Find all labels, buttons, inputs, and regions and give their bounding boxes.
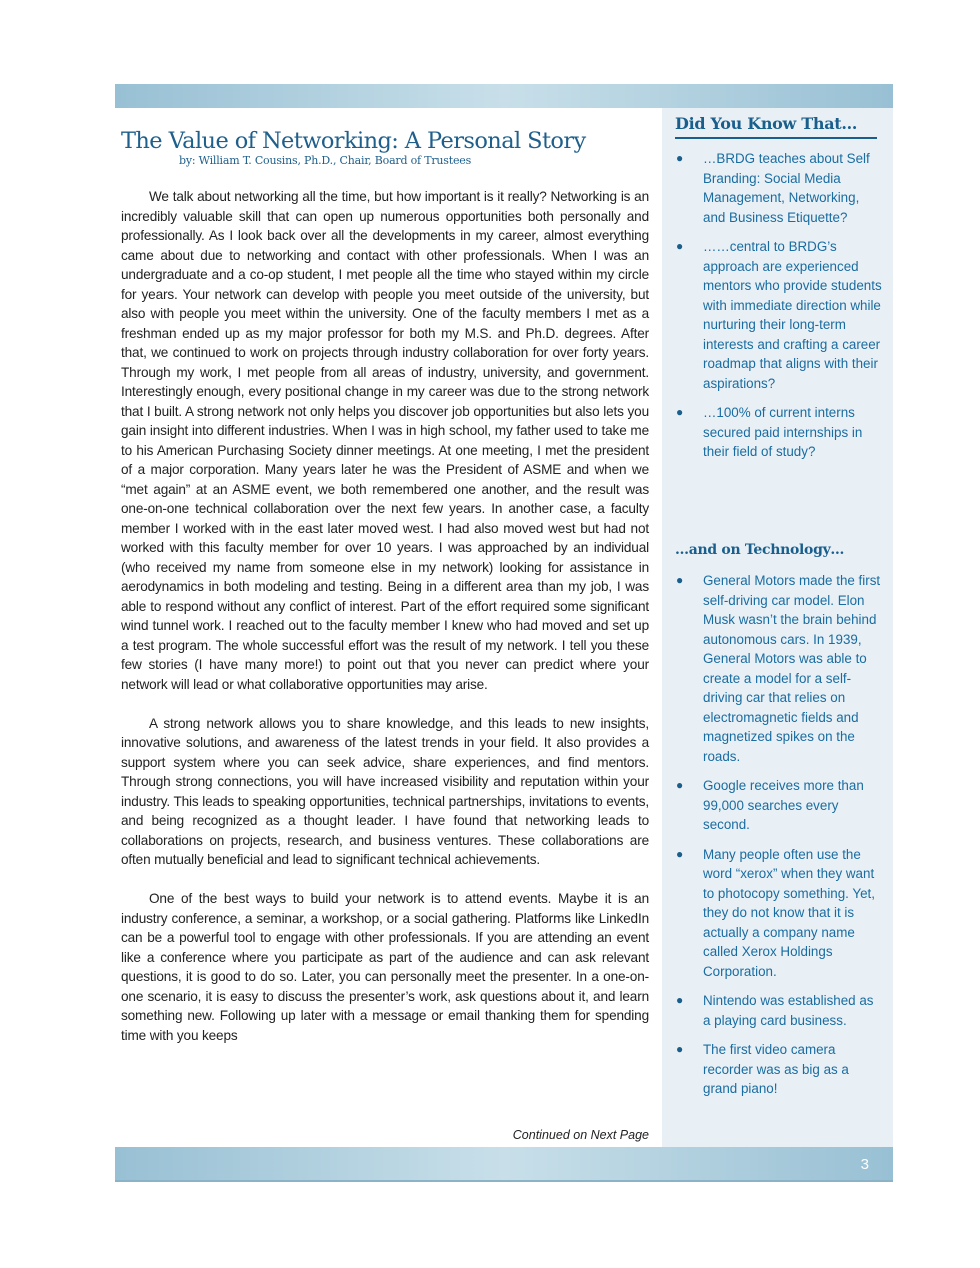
- list-item: ● Nintendo was established as a playing card business.: [676, 993, 874, 1028]
- list-item: ● …100% of current interns secured paid internships in their field of study?: [676, 405, 863, 459]
- sidebar: [662, 108, 893, 1147]
- sidebar-title-technology: …and on Technology…: [675, 542, 845, 558]
- bullet-icon: ●: [676, 151, 684, 165]
- bullet-icon: ●: [676, 846, 684, 861]
- bullet-icon: ●: [676, 993, 684, 1007]
- article-byline: by: William T. Cousins, Ph.D., Chair, Board of Trustees: [179, 154, 472, 167]
- list-item: ● General Motors made the first self-driving car model. Elon Musk wasn’t the brain behind autonomous cars. In 1939, General Motors was able to create a model for a self-driving car that relies on electromagnetic fields and magnetized spikes on the roads.: [676, 573, 881, 764]
- page-number: 3: [860, 1156, 869, 1173]
- bullet-icon: ●: [676, 405, 684, 419]
- list-item: ● Many people often use the word “xerox” when they want to photocopy something. Yet, they do not know that it is actually a company name called Xerox Holdings Corporation.: [676, 846, 875, 979]
- bullet-icon: ●: [676, 778, 684, 792]
- bullet-icon: ●: [676, 1042, 684, 1056]
- technology-list: [672, 571, 884, 1109]
- list-item: ● ……central to BRDG’s approach are experienced mentors who provide students with immediate direction while nurturing their long-term interests and crafting a career roadmap that aligns with their aspirations?: [676, 239, 882, 391]
- list-item: ● The first video camera recorder was as big as a grand piano!: [676, 1042, 849, 1096]
- article-paragraph: We talk about networking all the time, but how important is it really? Networking is an incredibly valuable skill that can open up numerous opportunities both personally and professionally. As I look back over all the developments in my career, almost everything came about due to networking and contact with other professionals. When I was an undergraduate and a co-op student, I met people all the time who stayed within my circle for years. Your network can develop with people you meet outside of the university, but also with people you meet within the university. One of the faculty members I met as a freshman ended up as my major professor for both my M.S. and Ph.D. degrees. After that, we continued to work on projects through industry collaboration for over forty years. Through my work, I met people from all areas of industry, university, and government. Interestingly enough, every positional change in my career was due to the strong network that I built. A strong network not only helps you discover job opportunities but also lets you gain insight into different industries. When I was in high school, my father used to take me to his American Purchasing Society dinner meetings. At one meeting, I met the president of a major corporation. Many years later he was the President of ASME and when we “met again” at an ASME event, we both remembered one another, and the result was one-on-one technical collaboration over the next few years. In another case, a faculty member I worked with in the east later moved west. I had also moved west but had not worked with this faculty member for over 10 years. I was approached by an individual (who received my name from someone else in my network) looking for assistance in aerodynamics in both modeling and testing. Being in a different area than my job, I was able to respond without any conflict of interest. Part of the effort required some significant wind tunnel work. I reached out to the faculty member I knew who had moved and set up a test program. The whole successful effort was the result of my network. I tell you these few stories (I have many more!) to point out that you never can predict where your network will lead or what collaborative opportunities may arise.: [121, 189, 649, 692]
- article-paragraph: A strong network allows you to share knowledge, and this leads to new insights, innovative solutions, and awareness of the latest trends in your field. It also provides a support system where you can seek advice, share experiences, and find mentors. Through strong connections, you will have increased visibility and reputation within your industry. This leads to speaking opportunities, technical partnerships, invitations to events, and being recognized as a thought leader. I have found that networking leads to collaborations on projects, research, and business ventures. These collaborations are often mutually beneficial and lead to significant technical achievements.: [121, 715, 649, 867]
- top-banner: [115, 84, 893, 108]
- list-item: ● Google receives more than 99,000 searches every second.: [676, 778, 864, 832]
- bullet-icon: ●: [676, 573, 684, 587]
- article-paragraph: One of the best ways to build your network is to attend events. Maybe it is an industry conference, a seminar, a workshop, or a social gathering. Platforms like LinkedIn can be a powerful tool to engage with other professionals. If you are attending an event like a conference where you participate as part of the audience and can ask relevant questions, it is good to do so. Later, you can personally meet the presenter. In a one-on-one scenario, it is easy to discuss the presenter’s work, ask questions about it, and learn something new. Following up later with a message or email thanking them for spending time with you keeps: [121, 891, 649, 1043]
- article: [121, 128, 649, 1045]
- article-title: The Value of Networking: A Personal Story: [121, 128, 586, 154]
- did-you-know-list: [672, 149, 884, 472]
- continued-note: Continued on Next Page: [512, 1128, 649, 1142]
- list-item: ● …BRDG teaches about Self Branding: Social Media Management, Networking, and Business Etiquette?: [676, 151, 870, 225]
- sidebar-title-did-you-know: Did You Know That…: [675, 114, 877, 139]
- bullet-icon: ●: [676, 239, 684, 253]
- bottom-banner: [115, 1147, 893, 1182]
